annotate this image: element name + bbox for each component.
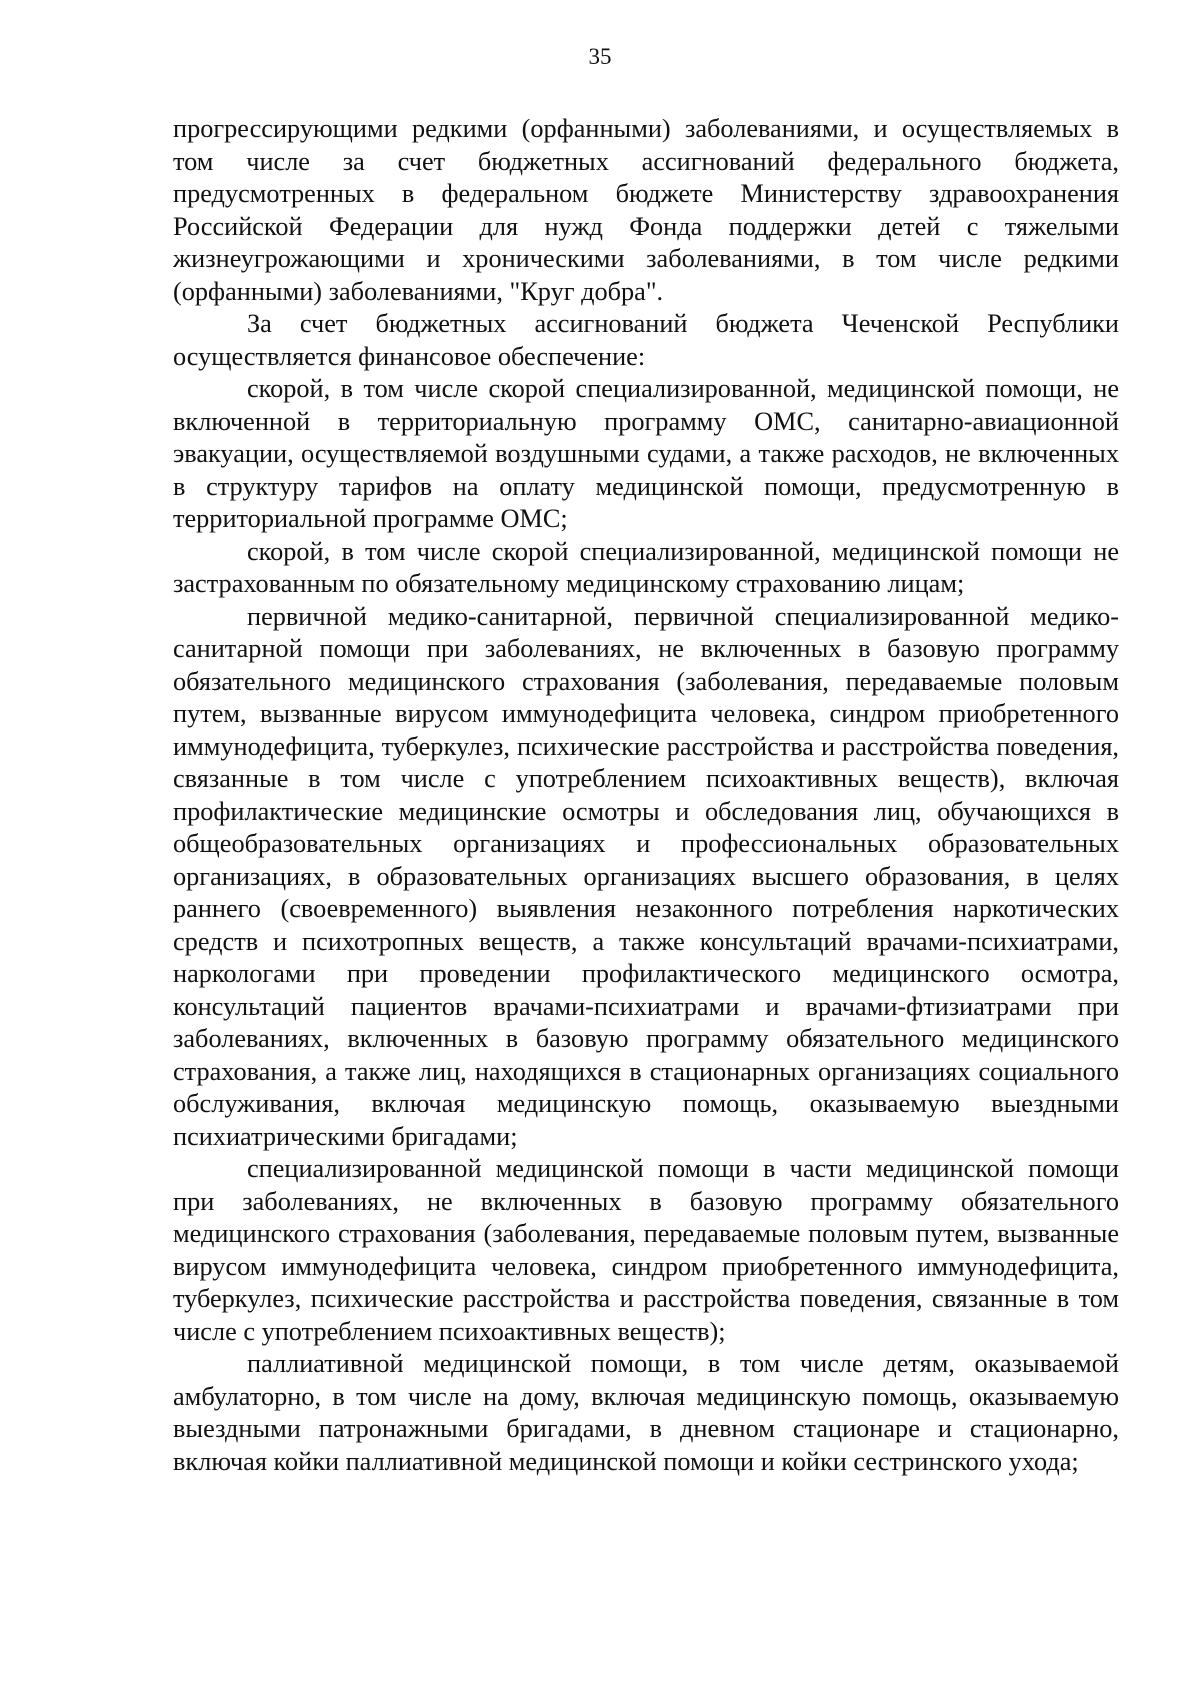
paragraph-specialized-care: специализированной медицинской помощи в части медицинской помощи при заболеваниях, не включенных в базовую программу обязательного медицинского страхования (заболевания, передаваемые половым путем, вызванные вирусом иммунодефицита человека, синдром приобретенного иммунодефицита, туберкулез, психические расстройства и расстройства поведения, связанные в том числе с употреблением психоактивных веществ); bbox=[173, 1154, 1119, 1346]
page-number: 35 bbox=[588, 44, 612, 69]
paragraph-emergency-care-uninsured: скорой, в том числе скорой специализированной, медицинской помощи не застрахованным по обязательному медицинскому страхованию лицам; bbox=[173, 536, 1119, 598]
paragraph-emergency-care-oms: скорой, в том числе скорой специализированной, медицинской помощи, не включенной в территориальную программу ОМС, санитарно-авиационной эвакуации, осуществляемой воздушными судами, а также расходов, не включенных в структуру тарифов на оплату медицинской помощи, предусмотренную в территориальной программе ОМС; bbox=[173, 374, 1119, 533]
paragraph-primary-care: первичной медико-санитарной, первичной специализированной медико-санитарной помощи при заболеваниях, не включенных в базовую программу обязательного медицинского страхования (заболевания, передаваемые половым путем, вызванные вирусом иммунодефицита человека, синдром приобретенного иммунодефицита, туберкулез, психические расстройства и расстройства поведения, связанные в том числе с употреблением психоактивных веществ), включая профилактические медицинские осмотры и обследования лиц, обучающихся в общеобразовательных организациях и профессиональных образовательных организациях, в образовательных организациях высшего образования, в целях раннего (своевременного) выявления незаконного потребления наркотических средств и психотропных веществ, а также консультаций врачами-психиатрами, наркологами при проведении профилактического медицинского осмотра, консультаций пациентов врачами-психиатрами и врачами-фтизиатрами при заболеваниях, включенных в базовую программу обязательного медицинского страхования, а также лиц, находящихся в стационарных организациях социального обслуживания, включая медицинскую помощь, оказываемую выездными психиатрическими бригадами; bbox=[173, 601, 1119, 1151]
paragraph-palliative-care: паллиативной медицинской помощи, в том числе детям, оказываемой амбулаторно, в том числе на дому, включая медицинскую помощь, оказываемую выездными патронажными бригадами, в дневном стационаре и стационарно, включая койки паллиативной медицинской помощи и койки сестринского ухода; bbox=[173, 1349, 1119, 1476]
paragraph-continuation: прогрессирующими редкими (орфанными) заболеваниями, и осуществляемых в том числе за счет бюджетных ассигнований федерального бюджета, предусмотренных в федеральном бюджете Министерству здравоохранения Российской Федерации для нужд Фонда поддержки детей с тяжелыми жизнеугрожающими и хроническими заболеваниями, в том числе редкими (орфанными) заболеваниями, "Круг добра". bbox=[173, 114, 1119, 306]
document-body bbox=[173, 113, 1119, 1478]
paragraph-funding-intro: За счет бюджетных ассигнований бюджета Чеченской Республики осуществляется финансовое обеспечение: bbox=[173, 309, 1119, 371]
